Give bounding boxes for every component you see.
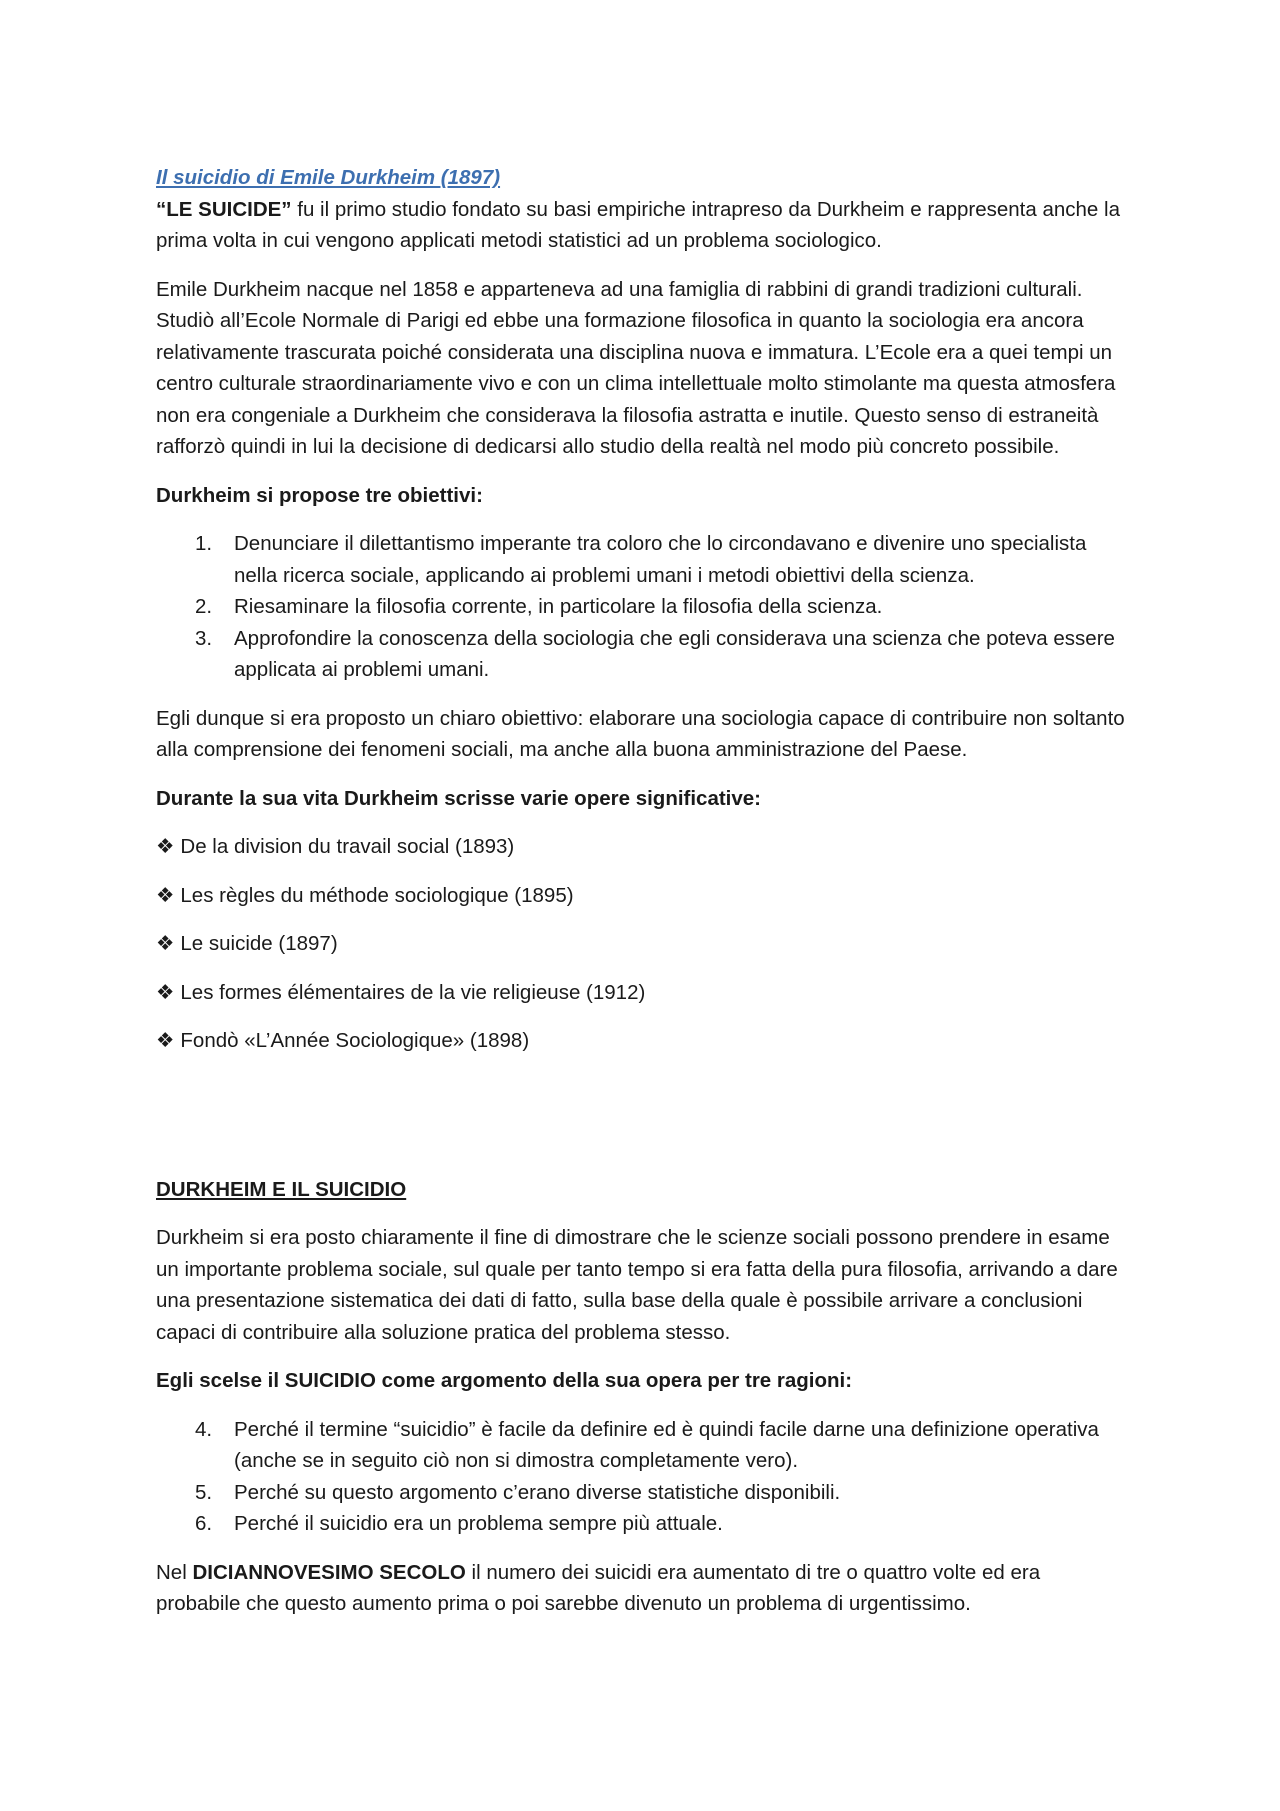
list-item-text: Perché su questo argomento c’erano diverse statistiche disponibili. (234, 1480, 841, 1504)
diamond-bullet-icon: ❖ (156, 980, 175, 1004)
list-item (156, 831, 1130, 863)
section-paragraph: Durkheim si era posto chiaramente il fine di dimostrare che le scienze sociali possono prendere in esame un importante problema sociale, sul quale per tanto tempo si era fatta della pura filosofia, arrivando a dare una presentazione sistematica dei dati di fatto, sulla base della quale è possibile arrivare a conclusioni capaci di contribuire alla soluzione pratica del problema stesso. (156, 1226, 1118, 1344)
list-item-text: Denunciare il dilettantismo imperante tra coloro che lo circondavano e divenire uno specialista nella ricerca sociale, applicando ai problemi umani i metodi obiettivi della scienza. (234, 532, 1087, 587)
list-item (156, 1414, 1130, 1477)
list-number: 6. (195, 1512, 213, 1535)
work-title: Les règles du méthode sociologique (1895) (180, 883, 574, 907)
list-item-text: Riesaminare la filosofia corrente, in particolare la filosofia della scienza. (234, 595, 883, 618)
list-item (156, 623, 1130, 686)
closing-text-after: il numero dei suicidi era aumentato di tre o quattro volte ed era probabile che questo aumento prima o poi sarebbe divenuto un problema di urgentissimo. (156, 1560, 1041, 1615)
works-heading: Durante la sua vita Durkheim scrisse varie opere significative: (156, 786, 762, 810)
diamond-bullet-icon: ❖ (156, 932, 175, 955)
list-number: 4. (195, 1417, 213, 1441)
bio-paragraph: Emile Durkheim nacque nel 1858 e apparteneva ad una famiglia di rabbini di grandi tradizioni culturali. Studiò all’Ecole Normale di Parigi ed ebbe una formazione filosofica in quanto la sociologia era ancora relativamente trascurata poiché considerata una disciplina nuova e immatura. L’Ecole era a quei tempi un centro culturale straordinariamente vivo e con un clima intellettuale molto stimolante ma questa atmosfera non era congeniale a Durkheim che considerava la filosofia astratta e inutile. Questo senso di estraneità rafforzò quindi in lui la decisione di dedicarsi allo studio della realtà nel modo più concreto possibile. (156, 277, 1116, 458)
list-number: 5. (195, 1480, 213, 1504)
closing-emphasis: DICIANNOVESIMO SECOLO (192, 1560, 466, 1584)
closing-text-before: Nel (156, 1560, 193, 1584)
work-title: De la division du travail social (1893) (180, 835, 515, 858)
list-item (156, 528, 1130, 591)
work-title: Le suicide (1897) (180, 932, 338, 955)
list-number: 3. (195, 626, 213, 650)
reasons-heading: Egli scelse il SUICIDIO come argomento della sua opera per tre ragioni: (156, 1369, 853, 1392)
goal-paragraph: Egli dunque si era proposto un chiaro obiettivo: elaborare una sociologia capace di contribuire non soltanto alla comprensione dei fenomeni sociali, ma anche alla buona amministrazione del Paese. (156, 706, 1125, 761)
work-title: Les formes élémentaires de la vie religieuse (1912) (180, 980, 646, 1004)
list-item (156, 977, 1130, 1009)
closing-paragraph (156, 1557, 1130, 1620)
intro-lead: “LE SUICIDE” (156, 197, 292, 221)
section-heading: DURKHEIM E IL SUICIDIO (156, 1177, 407, 1201)
list-item-text: Perché il termine “suicidio” è facile da definire ed è quindi facile darne una definizione operativa (anche se in seguito ciò non si dimostra completamente vero). (234, 1417, 1099, 1472)
list-item (156, 1477, 1130, 1509)
works-list (156, 831, 1130, 1057)
list-item-text: Perché il suicidio era un problema sempre più attuale. (234, 1512, 723, 1535)
list-number: 2. (195, 595, 213, 618)
list-number: 1. (195, 532, 213, 555)
diamond-bullet-icon: ❖ (156, 883, 175, 907)
intro-text: fu il primo studio fondato su basi empiriche intrapreso da Durkheim e rappresenta anche la prima volta in cui vengono applicati metodi statistici ad un problema sociologico. (156, 197, 1120, 252)
list-item (156, 591, 1130, 623)
list-item-text: Approfondire la conoscenza della sociologia che egli considerava una scienza che poteva essere applicata ai problemi umani. (234, 626, 1115, 681)
document-title-link[interactable]: Il suicidio di Emile Durkheim (1897) (156, 166, 501, 189)
work-title: Fondò «L’Année Sociologique» (1898) (180, 1029, 530, 1052)
objectives-heading: Durkheim si propose tre obiettivi: (156, 483, 483, 507)
reasons-list (156, 1414, 1130, 1540)
list-item (156, 880, 1130, 912)
diamond-bullet-icon: ❖ (156, 835, 175, 858)
intro-paragraph (156, 194, 1130, 257)
list-item (156, 1025, 1130, 1057)
list-item (156, 1508, 1130, 1540)
list-item (156, 928, 1130, 960)
objectives-list (156, 528, 1130, 686)
diamond-bullet-icon: ❖ (156, 1029, 175, 1052)
